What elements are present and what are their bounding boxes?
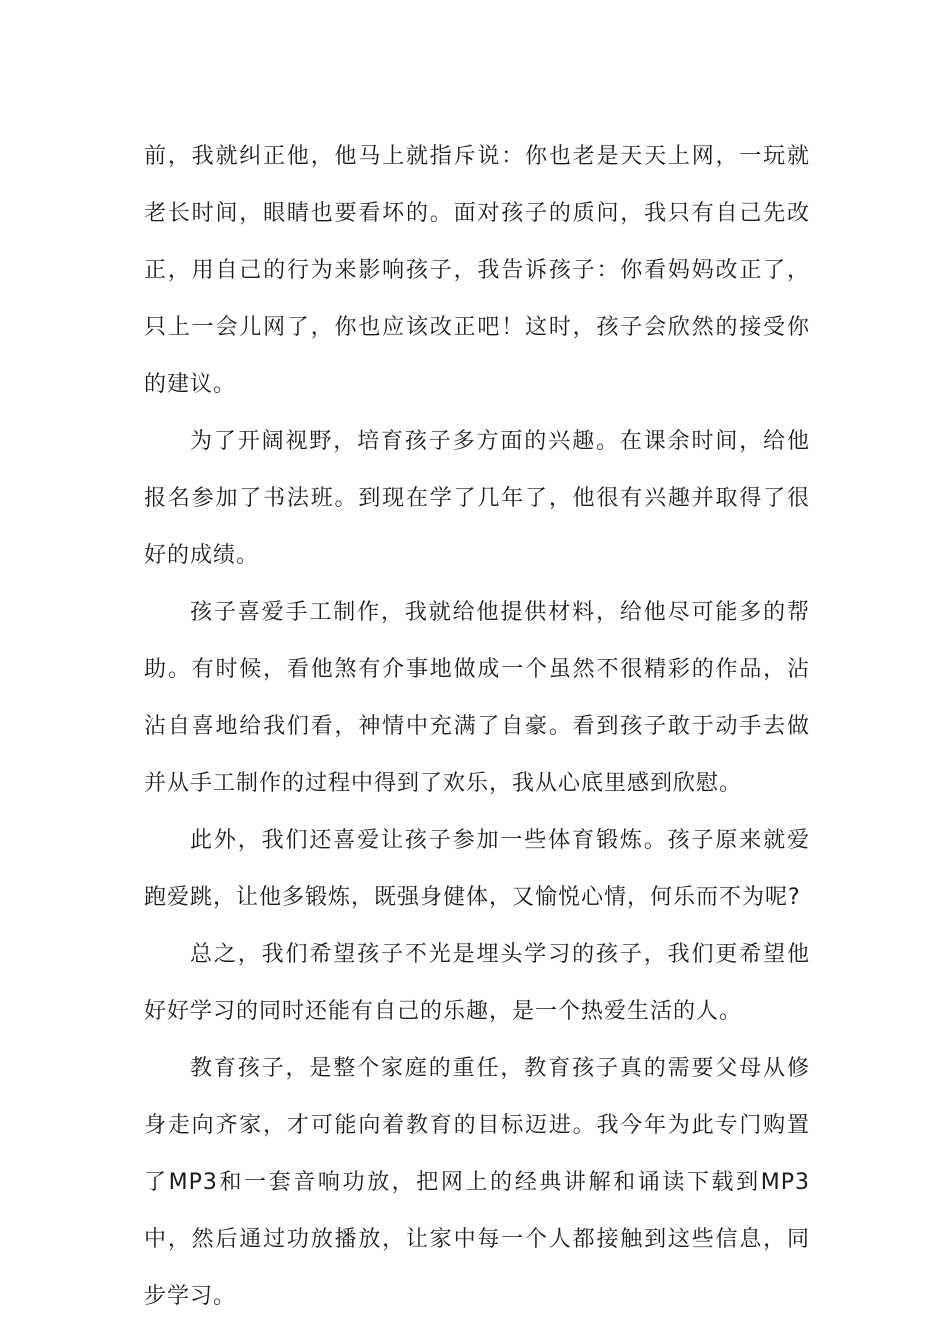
paragraph-4: 此外，我们还喜爱让孩子参加一些体育锻炼。孩子原来就爱跑爱跳，让他多锻炼，既强身健体，又愉悦心情，何乐而不为呢? (144, 828, 810, 910)
paragraph-6: 教育孩子，是整个家庭的重任，教育孩子真的需要父母从修身走向齐家，才可能向着教育的目标迈进。我今年为此专门购置了MP3和一套音响功放，把网上的经典讲解和诵读下载到MP3中，然后通过功放播放，让家中每一个人都接触到这些信息，同步学习。 (144, 1056, 810, 1309)
paragraph-2: 为了开阔视野，培育孩子多方面的兴趣。在课余时间，给他报名参加了书法班。到现在学了几年了，他很有兴趣并取得了很好的成绩。 (144, 429, 810, 568)
paragraph-1: 前，我就纠正他，他马上就指斥说：你也老是天天上网，一玩就老长时间，眼睛也要看坏的。面对孩子的质问，我只有自己先改正，用自己的行为来影响孩子，我告诉孩子：你看妈妈改正了，只上一会儿网了，你也应该改正吧！这时，孩子会欣然的接受你的建议。 (144, 144, 810, 397)
paragraph-5: 总之，我们希望孩子不光是埋头学习的孩子，我们更希望他好好学习的同时还能有自己的乐趣，是一个热爱生活的人。 (144, 942, 810, 1024)
paragraph-3: 孩子喜爱手工制作，我就给他提供材料，给他尽可能多的帮助。有时候，看他煞有介事地做成一个虽然不很精彩的作品，沾沾自喜地给我们看，神情中充满了自豪。看到孩子敢于动手去做并从手工制作的过程中得到了欢乐，我从心底里感到欣慰。 (144, 600, 810, 796)
document-body (144, 128, 810, 1325)
